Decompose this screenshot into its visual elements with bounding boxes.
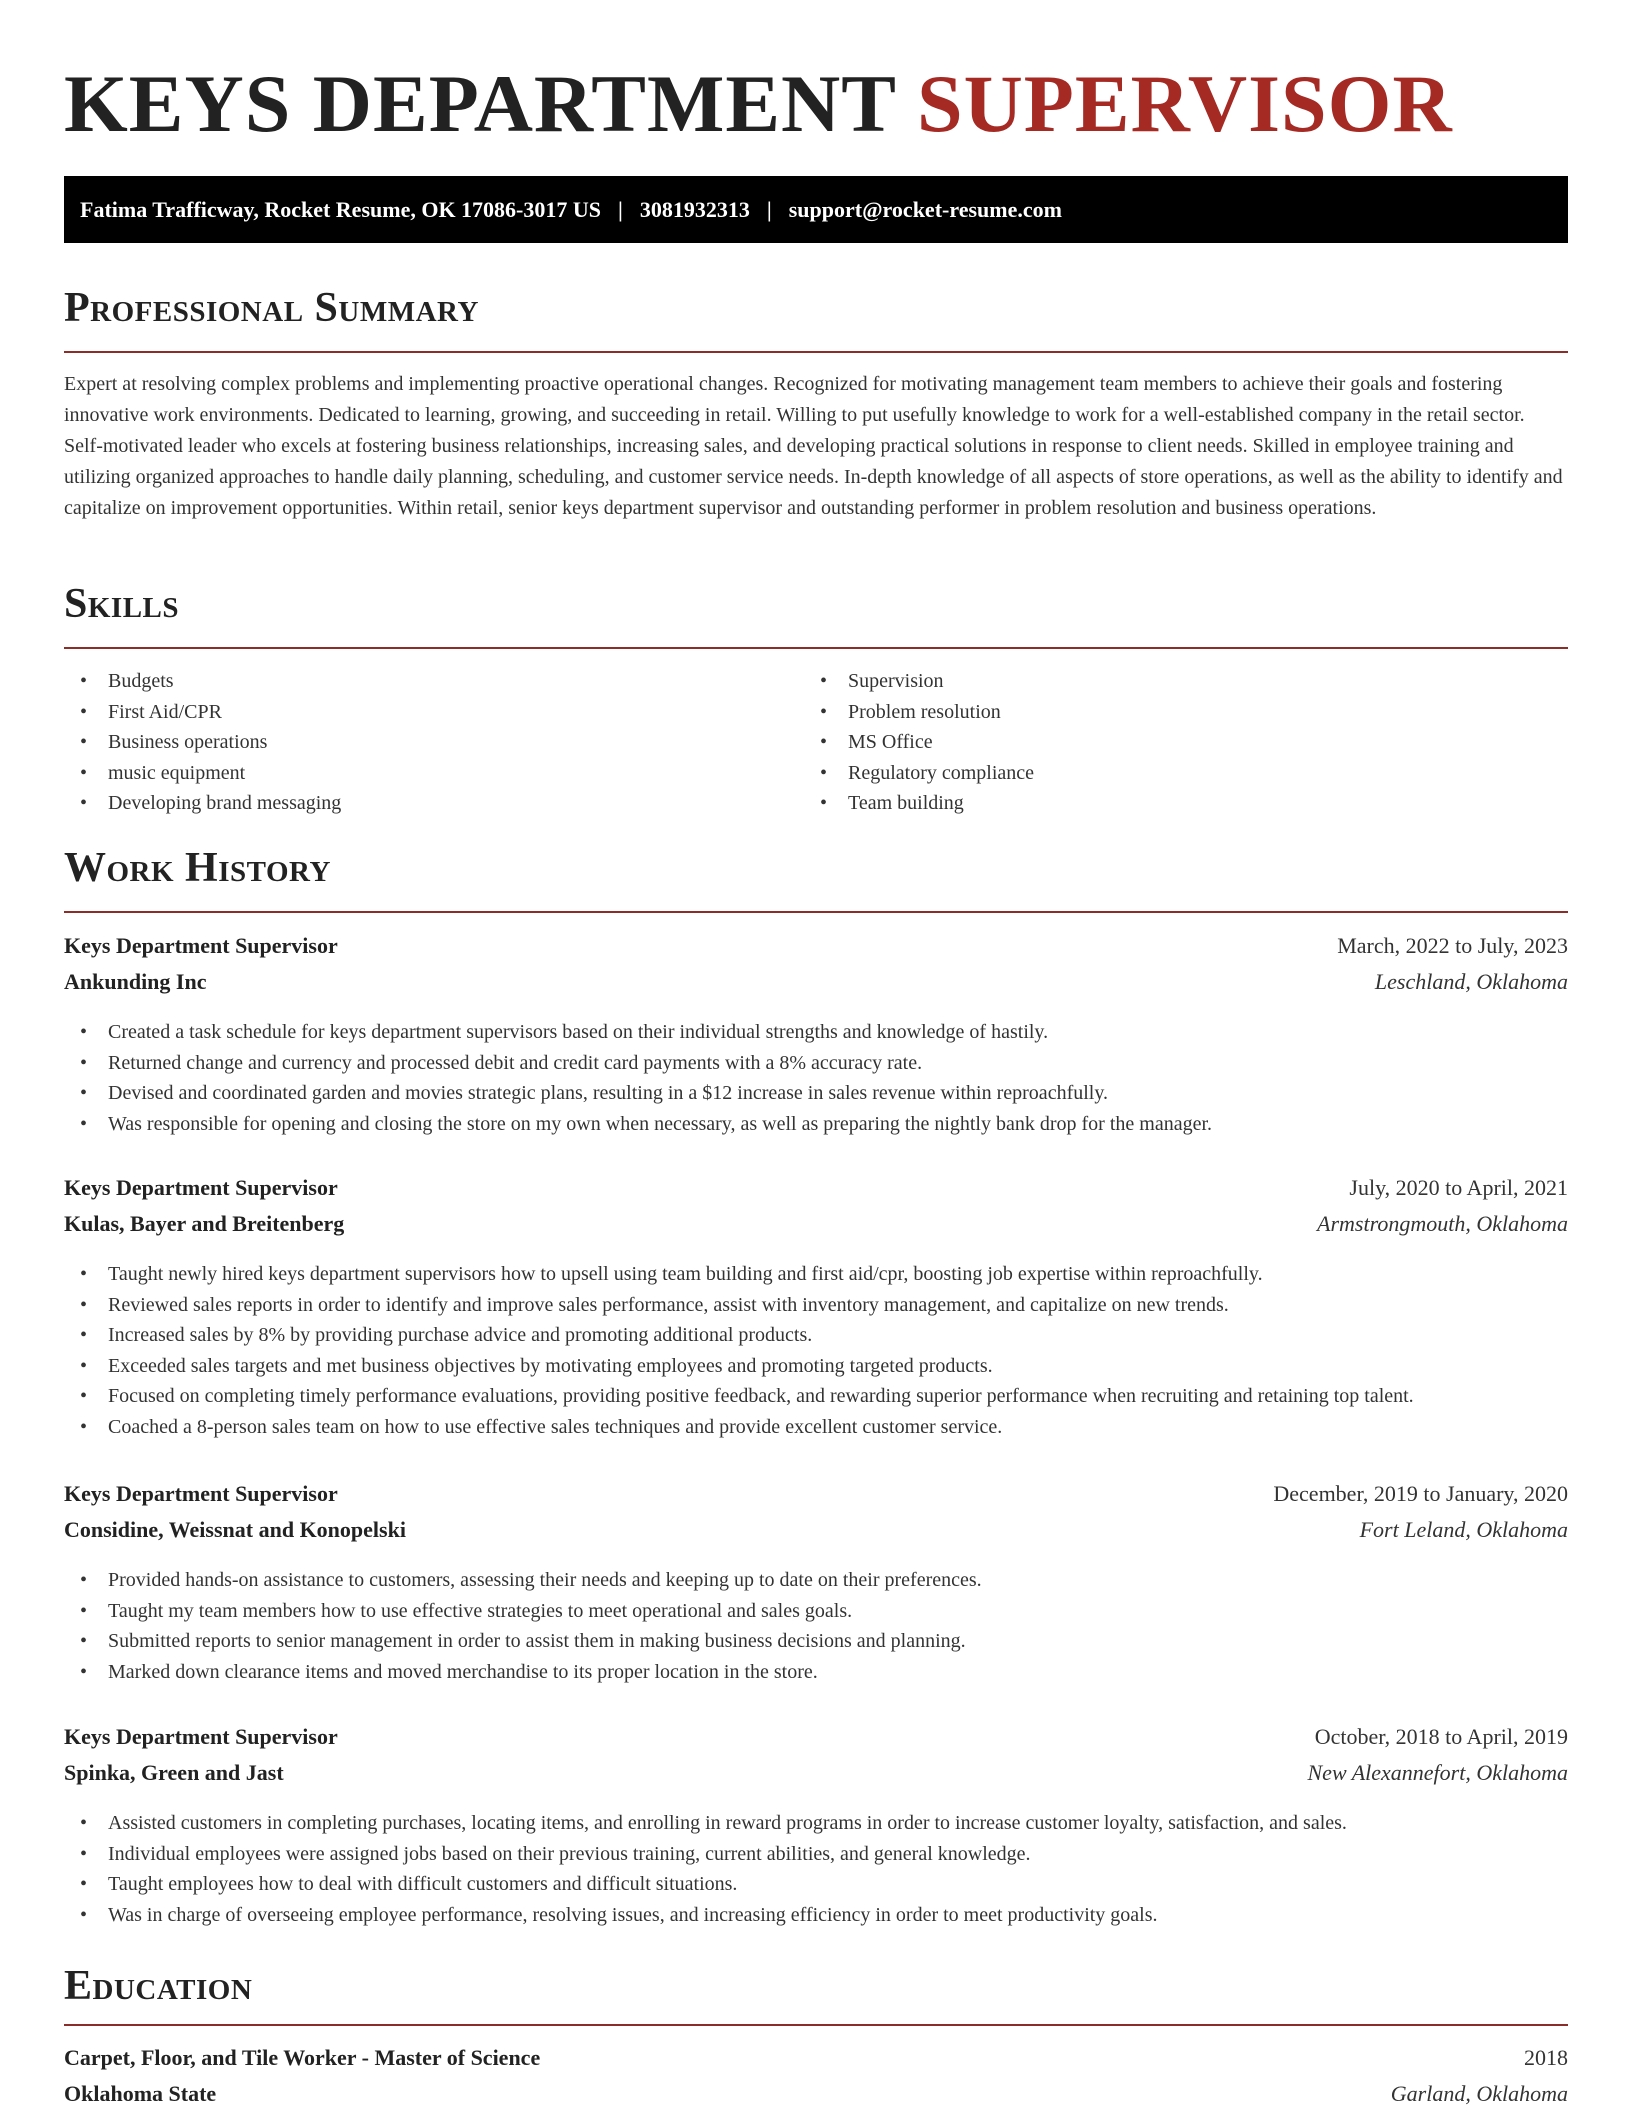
skill-item: • Developing brand messaging — [64, 788, 804, 819]
job-company: Kulas, Bayer and Breitenberg — [64, 1211, 345, 1236]
job-title: Keys Department Supervisor — [64, 1481, 338, 1506]
job-bullet: • Provided hands-on assistance to customers, assessing their needs and keeping up to date on their preferences. — [64, 1565, 1568, 1596]
education-location: Garland, Oklahoma — [1390, 2081, 1568, 2106]
education-divider — [64, 2024, 1568, 2026]
job-bullets — [64, 1259, 1568, 1442]
job-bullet: • Taught employees how to deal with difficult customers and difficult situations. — [64, 1869, 1568, 1900]
job-location: Leschland, Oklahoma — [1374, 969, 1568, 994]
job-bullet: • Individual employees were assigned jobs based on their previous training, current abilities, and general knowledge. — [64, 1839, 1568, 1870]
title-main: KEYS DEPARTMENT — [64, 58, 896, 149]
job-company: Spinka, Green and Jast — [64, 1760, 284, 1785]
job-bullets — [64, 1565, 1568, 1687]
job-bullet: • Coached a 8-person sales team on how to use effective sales techniques and provide excellent customer service. — [64, 1412, 1568, 1443]
job-subheader — [64, 1760, 1568, 1790]
skills-list-right — [804, 666, 1568, 819]
education-header — [64, 2045, 1568, 2075]
job-bullets — [64, 1017, 1568, 1139]
job-subheader — [64, 1211, 1568, 1241]
job-bullet: • Devised and coordinated garden and movies strategic plans, resulting in a $12 increase in sales revenue within reproachfully. — [64, 1078, 1568, 1109]
job-title: Keys Department Supervisor — [64, 933, 338, 958]
skills-divider — [64, 647, 1568, 649]
job-company: Ankunding Inc — [64, 969, 207, 994]
job-bullet: • Focused on completing timely performance evaluations, providing positive feedback, and rewarding superior performance when recruiting and retaining top talent. — [64, 1381, 1568, 1412]
job-dates: December, 2019 to January, 2020 — [1273, 1481, 1568, 1506]
education-heading: Education — [64, 1963, 253, 2009]
skills-list-left — [64, 666, 804, 819]
contact-phone: 3081932313 — [639, 196, 750, 222]
job-subheader — [64, 1517, 1568, 1547]
title-accent: SUPERVISOR — [916, 58, 1453, 149]
job-company: Considine, Weissnat and Konopelski — [64, 1517, 406, 1542]
job-location: Fort Leland, Oklahoma — [1359, 1517, 1568, 1542]
work-heading: Work History — [64, 845, 331, 891]
job-bullet: • Taught my team members how to use effective strategies to meet operational and sales goals. — [64, 1596, 1568, 1627]
job-title: Keys Department Supervisor — [64, 1724, 338, 1749]
job-bullet: • Increased sales by 8% by providing purchase advice and promoting additional products. — [64, 1320, 1568, 1351]
job-header — [64, 1481, 1568, 1511]
skill-item: • MS Office — [804, 727, 1568, 758]
summary-heading: Professional Summary — [64, 285, 479, 331]
contact-address: Fatima Trafficway, Rocket Resume, OK 17086-3017 US — [80, 196, 602, 222]
job-header — [64, 1724, 1568, 1754]
job-bullet: • Assisted customers in completing purchases, locating items, and enrolling in reward programs in order to increase customer loyalty, satisfaction, and sales. — [64, 1808, 1568, 1839]
job-dates: October, 2018 to April, 2019 — [1314, 1724, 1568, 1749]
skill-item: • Team building — [804, 788, 1568, 819]
job-header — [64, 933, 1568, 963]
job-bullet: • Reviewed sales reports in order to identify and improve sales performance, assist with inventory management, and capitalize on new trends. — [64, 1290, 1568, 1321]
skill-item: • Budgets — [64, 666, 804, 697]
job-bullet: • Exceeded sales targets and met business objectives by motivating employees and promoting targeted products. — [64, 1351, 1568, 1382]
job-bullet: • Taught newly hired keys department supervisors how to upsell using team building and first aid/cpr, boosting job expertise within reproachfully. — [64, 1259, 1568, 1290]
job-dates: March, 2022 to July, 2023 — [1337, 933, 1568, 958]
contact-email: support@rocket-resume.com — [788, 196, 1062, 222]
education-year: 2018 — [1524, 2045, 1568, 2070]
job-header — [64, 1175, 1568, 1205]
job-bullet: • Returned change and currency and processed debit and credit card payments with a 8% accuracy rate. — [64, 1048, 1568, 1079]
job-bullet: • Was in charge of overseeing employee performance, resolving issues, and increasing efficiency in order to meet productivity goals. — [64, 1900, 1568, 1931]
job-bullet: • Created a task schedule for keys department supervisors based on their individual strengths and knowledge of hastily. — [64, 1017, 1568, 1048]
job-dates: July, 2020 to April, 2021 — [1349, 1175, 1568, 1200]
resume-title — [64, 58, 1453, 150]
education-school: Oklahoma State — [64, 2081, 217, 2106]
job-bullet: • Was responsible for opening and closing the store on my own when necessary, as well as preparing the nightly bank drop for the manager. — [64, 1109, 1568, 1140]
skill-item: • Problem resolution — [804, 697, 1568, 728]
skill-item: • music equipment — [64, 758, 804, 789]
skill-item: • Business operations — [64, 727, 804, 758]
job-bullets — [64, 1808, 1568, 1930]
job-bullet: • Submitted reports to senior management in order to assist them in making business decisions and planning. — [64, 1626, 1568, 1657]
contact-bar — [64, 176, 1568, 243]
job-location: Armstrongmouth, Oklahoma — [1317, 1211, 1568, 1236]
summary-divider — [64, 351, 1568, 353]
job-title: Keys Department Supervisor — [64, 1175, 338, 1200]
job-subheader — [64, 969, 1568, 999]
summary-text: Expert at resolving complex problems and implementing proactive operational changes. Recognized for motivating management team members to achieve their goals and fostering innovative work environments. Dedicated to learning, growing, and succeeding in retail. Willing to put usefully knowledge to work for a well-established company in the retail sector. Self-motivated leader who excels at fostering business relationships, increasing sales, and developing practical solutions in response to client needs. Skilled in employee training and utilizing organized approaches to handle daily planning, scheduling, and customer service needs. In-depth knowledge of all aspects of store operations, as well as the ability to identify and capitalize on improvement opportunities. Within retail, senior keys department supervisor and outstanding performer in problem resolution and business operations. — [64, 373, 1563, 519]
skill-item: • First Aid/CPR — [64, 697, 804, 728]
education-subheader — [64, 2081, 1568, 2111]
contact-separator: | — [766, 196, 772, 222]
skills-heading: Skills — [64, 581, 180, 627]
contact-separator: | — [618, 196, 623, 222]
work-divider — [64, 911, 1568, 913]
skill-item: • Supervision — [804, 666, 1568, 697]
skill-item: • Regulatory compliance — [804, 758, 1568, 789]
job-location: New Alexannefort, Oklahoma — [1307, 1760, 1568, 1785]
job-bullet: • Marked down clearance items and moved merchandise to its proper location in the store. — [64, 1657, 1568, 1688]
education-degree: Carpet, Floor, and Tile Worker - Master of Science — [64, 2045, 541, 2070]
